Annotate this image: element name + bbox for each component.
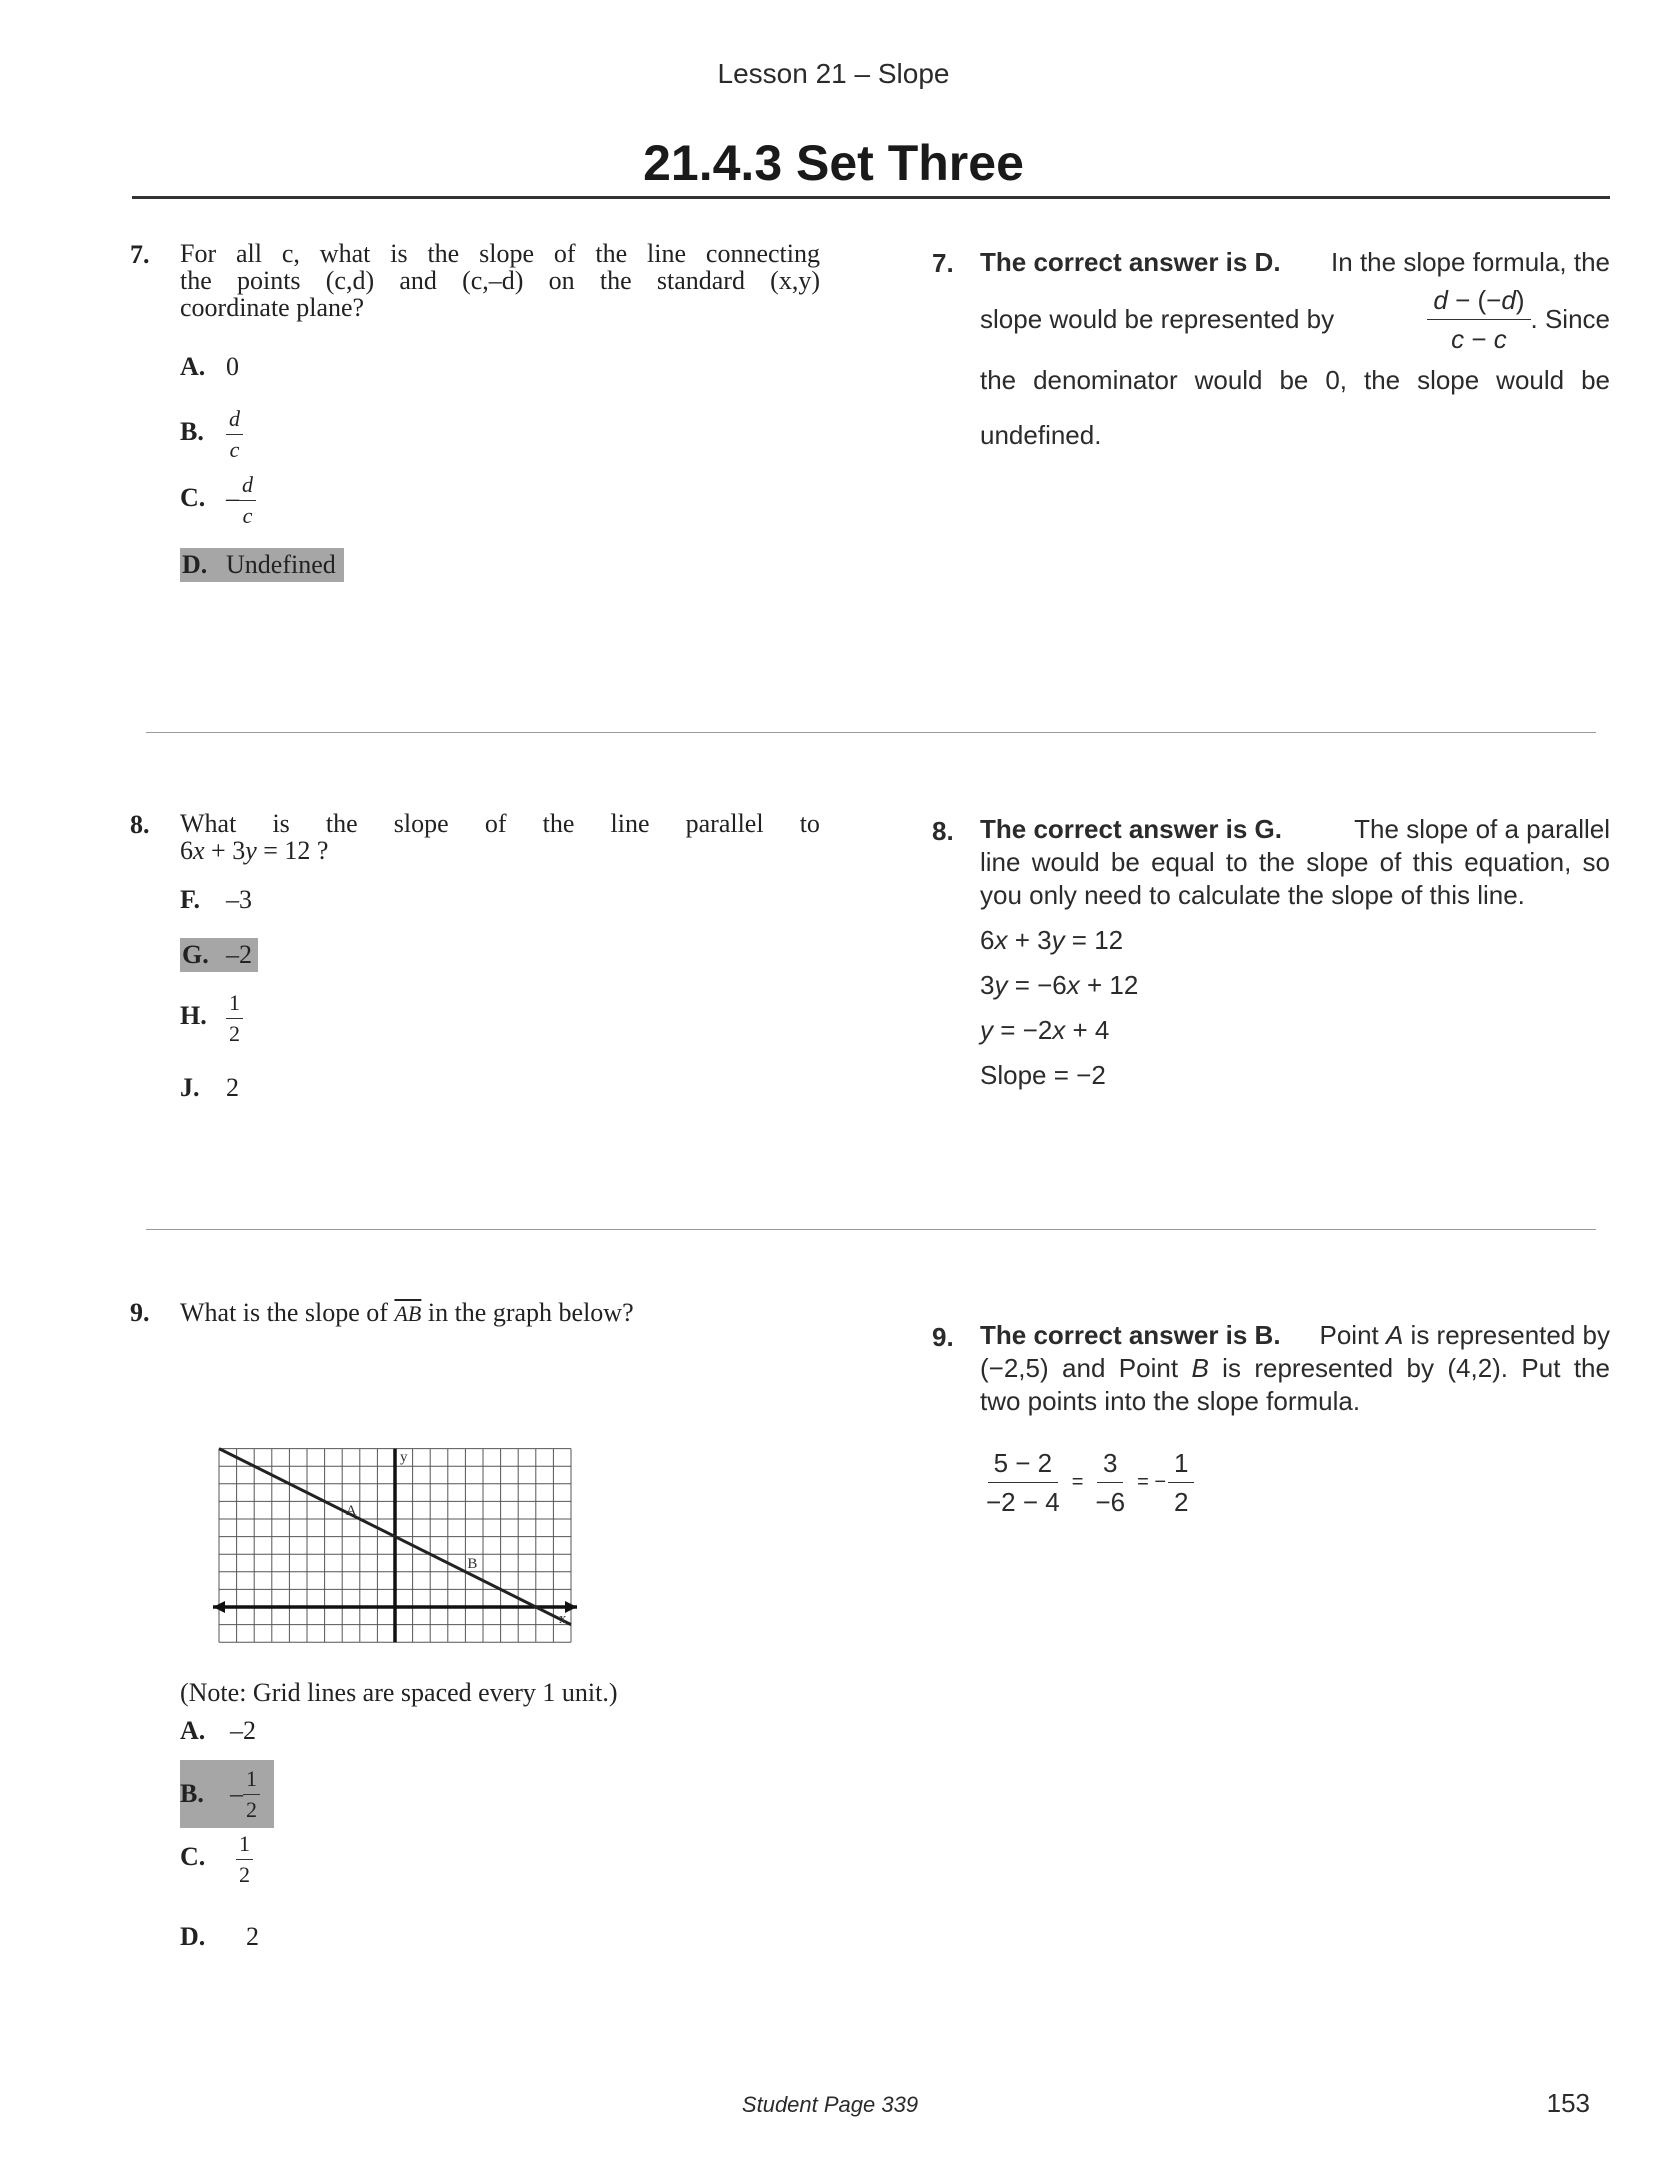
q7-text-line-2: the points (c,d) and (c,–d) on the standard (x,y) <box>180 266 820 295</box>
q7-choice-b[interactable]: B. $\frac{d}{c}$ <box>180 408 243 461</box>
point-b-label: B <box>467 1555 478 1572</box>
q9-number: 9. <box>130 1298 150 1327</box>
a8-step-4: Slope = −2 <box>980 1060 1106 1090</box>
point-a-label: A <box>345 1503 357 1519</box>
x-axis-label: x <box>559 1611 567 1627</box>
q9-text: What is the slope of $\overline{AB}$ in the graph below? <box>180 1298 634 1327</box>
q7-choice-d[interactable]: D. Undefined <box>180 548 344 582</box>
divider-2 <box>146 1229 1596 1230</box>
q7-text-line-1: For all c, what is the slope of the line connecting <box>180 239 820 268</box>
a9-fraction-2: $\frac{3}{-6}$ <box>1095 1448 1126 1517</box>
q8-equation: 6x + 3y = 12 ? <box>180 836 329 865</box>
a9-lead: The correct answer is B. <box>980 1320 1281 1350</box>
q8-choice-g[interactable]: G. –2 <box>180 938 258 972</box>
a7-number: 7. <box>932 248 954 278</box>
a7-lead: The correct answer is D. <box>980 247 1281 277</box>
q8-number: 8. <box>130 810 150 839</box>
q8-choice-f[interactable]: F. –3 <box>180 885 252 914</box>
q7-number: 7. <box>130 240 150 269</box>
q7-text <box>180 240 820 321</box>
a9-fraction-1: $\frac{5 - 2}{-2 - 4}$ <box>986 1448 1060 1517</box>
q8-choice-h[interactable]: H. $\frac{1}{2}$ <box>180 992 243 1045</box>
a7-explanation: The correct answer is D. In the slope formula, the slope would be represented by $\frac{d - (-d)}{c - c}$ . Since the denominator would be 0, the slope would be undefined. <box>980 247 1610 450</box>
a8-number: 8. <box>932 816 954 846</box>
segment-ab: $\overline{AB}$ <box>394 1301 422 1326</box>
q8-choice-j[interactable]: J. 2 <box>180 1073 239 1102</box>
lesson-label: Lesson 21 – Slope <box>717 58 950 89</box>
a8-explanation: The correct answer is G. The slope of a parallel line would be equal to the slope of this equation, so you only need to calculate the slope of this line. 6x + 3y = 12 3y = −6x + 12 y = −2x + 4 Slope = −2 <box>980 814 1610 1090</box>
q9-choice-b[interactable]: B. – $\frac{1}{2}$ <box>180 1760 274 1828</box>
page-title: 21.4.3 Set Three <box>643 135 1024 191</box>
q9-choice-c[interactable]: C. $\frac{1}{2}$ <box>180 1833 253 1886</box>
divider-1 <box>146 732 1596 733</box>
graph-axes <box>213 1449 577 1643</box>
a8-step-1: 6x + 3y = 12 <box>980 925 1124 955</box>
title-rule <box>132 196 1610 199</box>
q9-choice-d[interactable]: D. 2 <box>180 1922 259 1951</box>
a7-slope-fraction: $\frac{d - (-d)}{c - c}$ <box>1427 287 1530 352</box>
q8-text: What is the slope of the line parallel to 6x + 3y = 12 ? <box>180 809 820 865</box>
a9-fraction-3: $\frac{1}{2}$ <box>1168 1450 1194 1515</box>
q9-choice-a[interactable]: A. –2 <box>180 1716 256 1745</box>
a8-step-2: 3y = −6x + 12 <box>980 970 1139 1000</box>
q7-text-line-3: coordinate plane? <box>180 293 365 322</box>
a9-explanation: The correct answer is B. Point A is represented by (−2,5) and Point B is represented by (4,2). Put the two points into the slope formula. <box>980 1320 1610 1416</box>
page-number: 153 <box>1546 2088 1590 2118</box>
a9-slope-calculation: $\frac{5 - 2}{-2 - 4}$ = $\frac{3}{-6}$ = − $\frac{1}{2}$ <box>986 1450 1194 1515</box>
a8-step-3: y = −2x + 4 <box>980 1015 1110 1045</box>
a9-number: 9. <box>932 1322 954 1352</box>
q7-choice-a[interactable]: A. 0 <box>180 352 239 381</box>
graph-note: (Note: Grid lines are spaced every 1 unit.) <box>180 1678 618 1707</box>
slope-graph <box>210 1362 740 1662</box>
a8-lead: The correct answer is G. <box>980 814 1283 844</box>
y-axis-label: y <box>400 1449 408 1466</box>
student-page-label: Student Page 339 <box>741 2092 919 2117</box>
q7-choice-c[interactable]: C. – $\frac{d}{c}$ <box>180 474 256 527</box>
